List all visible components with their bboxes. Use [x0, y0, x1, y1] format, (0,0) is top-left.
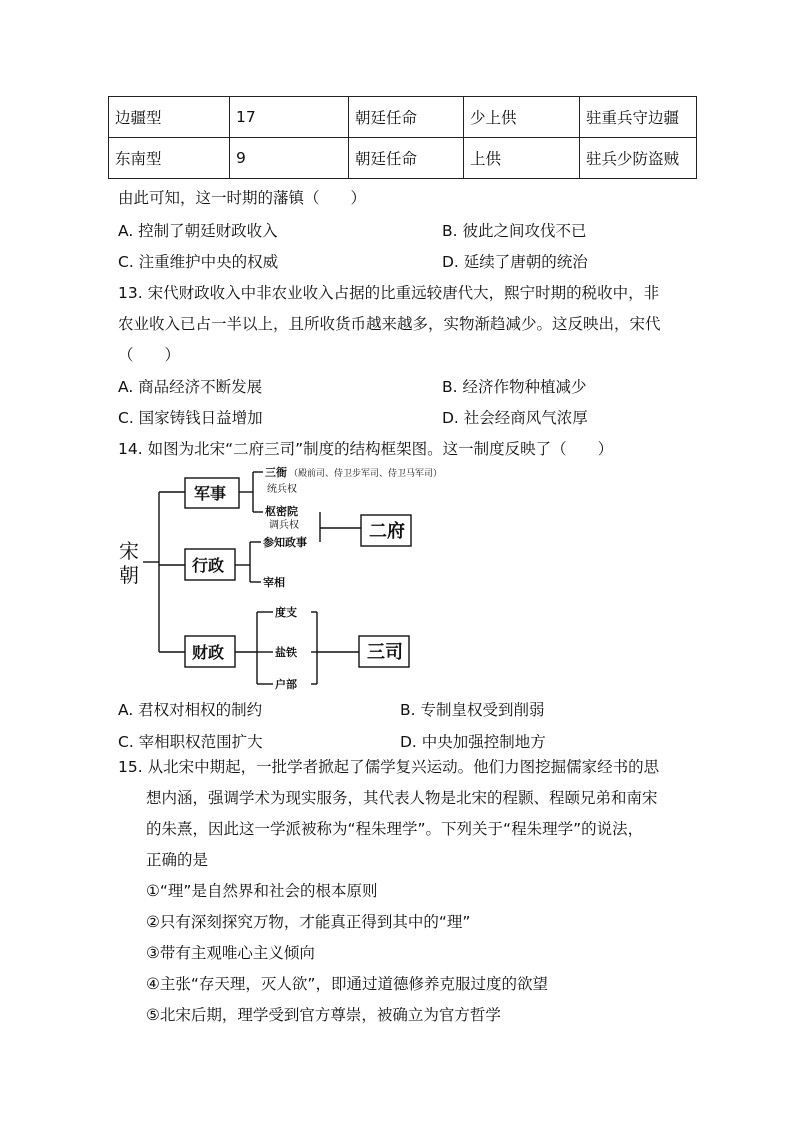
table-cell: 9 [230, 138, 349, 179]
diagram-hubu: 户部 [275, 678, 297, 691]
q13-stem-line1: 13. 宋代财政收入中非农业收入占据的比重远较唐代大，熙宁时期的税收中，非 [118, 284, 660, 302]
q13-stem-line3: （ ） [118, 346, 181, 364]
table-cell: 边疆型 [109, 97, 230, 138]
diagram-caizheng: 财政 [192, 643, 225, 662]
q13-option-b: B. 经济作物种植减少 [442, 378, 587, 396]
q13-stem-line2: 农业收入已占一半以上，且所收货币越来越多，实物渐趋减少。这反映出，宋代 [118, 315, 661, 333]
q12-option-d: D. 延续了唐朝的统治 [442, 253, 588, 271]
diagram-junshi: 军事 [194, 484, 227, 503]
diagram-diaobingquan: 调兵权 [269, 520, 299, 531]
diagram-sansi: 三司 [367, 642, 403, 663]
table-row [109, 138, 697, 179]
q12-stem: 由此可知，这一时期的藩镇（ ） [118, 189, 367, 207]
diagram-root-char1: 宋 [119, 539, 139, 563]
table-cell: 驻兵少防盗贼 [580, 138, 697, 179]
diagram-sanya-note: （殿前司、侍卫步军司、侍卫马军司） [289, 469, 443, 479]
q15-item-1: ①“理”是自然界和社会的根本原则 [146, 882, 378, 900]
q12-option-b: B. 彼此之间攻伐不已 [442, 222, 587, 240]
diagram-erfu: 二府 [369, 521, 405, 542]
q15-item-4: ④主张“存天理，灭人欲”，即通过道德修养克服过度的欲望 [146, 975, 548, 993]
q12-option-c: C. 注重维护中央的权威 [118, 253, 279, 271]
table-cell: 东南型 [109, 138, 230, 179]
diagram-duzhi: 度支 [275, 606, 297, 619]
q14-stem: 14. 如图为北宋“二府三司”制度的结构框架图。这一制度反映了（ ） [118, 440, 614, 458]
diagram-yantie: 盐铁 [275, 646, 297, 659]
table-cell: 朝廷任命 [349, 97, 464, 138]
q15-item-3: ③带有主观唯心主义倾向 [146, 944, 315, 962]
q14-option-a: A. 君权对相权的制约 [118, 701, 263, 719]
q14-option-d: D. 中央加强控制地方 [400, 733, 546, 751]
q13-option-c: C. 国家铸钱日益增加 [118, 409, 263, 427]
song-government-structure-diagram [115, 462, 515, 694]
q15-item-2: ②只有深刻探究万物，才能真正得到其中的“理” [146, 913, 471, 931]
table-cell: 驻重兵守边疆 [580, 97, 697, 138]
diagram-xingzheng: 行政 [192, 556, 225, 575]
q15-stem-line3: 的朱熹，因此这一学派被称为“程朱理学”。下列关于“程朱理学”的说法， [146, 820, 644, 838]
diagram-tongbingquan: 统兵权 [267, 484, 297, 495]
diagram-canzhi: 参知政事 [263, 536, 307, 549]
table-cell: 17 [230, 97, 349, 138]
q15-stem-line1: 15. 从北宋中期起，一批学者掀起了儒学复兴运动。他们力图挖掘儒家经书的思 [118, 758, 660, 776]
q13-option-a: A. 商品经济不断发展 [118, 378, 263, 396]
table-cell: 少上供 [464, 97, 580, 138]
q14-option-c: C. 宰相职权范围扩大 [118, 733, 263, 751]
table-cell: 朝廷任命 [349, 138, 464, 179]
diagram-root-char2: 朝 [119, 563, 139, 587]
diagram-sanya: 三衙 [265, 466, 287, 479]
diagram-zaixiang: 宰相 [263, 576, 285, 589]
data-table [108, 96, 697, 179]
q15-stem-line2: 想内涵，强调学术为现实服务，其代表人物是北宋的程颢、程颐兄弟和南宋 [146, 789, 658, 807]
table-cell: 上供 [464, 138, 580, 179]
q15-stem-line4: 正确的是 [146, 851, 209, 869]
q12-option-a: A. 控制了朝廷财政收入 [118, 222, 278, 240]
diagram-shumiyuan: 枢密院 [265, 505, 298, 518]
q15-item-5: ⑤北宋后期，理学受到官方尊崇，被确立为官方哲学 [146, 1006, 501, 1024]
q13-option-d: D. 社会经商风气浓厚 [442, 409, 588, 427]
q14-option-b: B. 专制皇权受到削弱 [400, 701, 545, 719]
table-row [109, 97, 697, 138]
